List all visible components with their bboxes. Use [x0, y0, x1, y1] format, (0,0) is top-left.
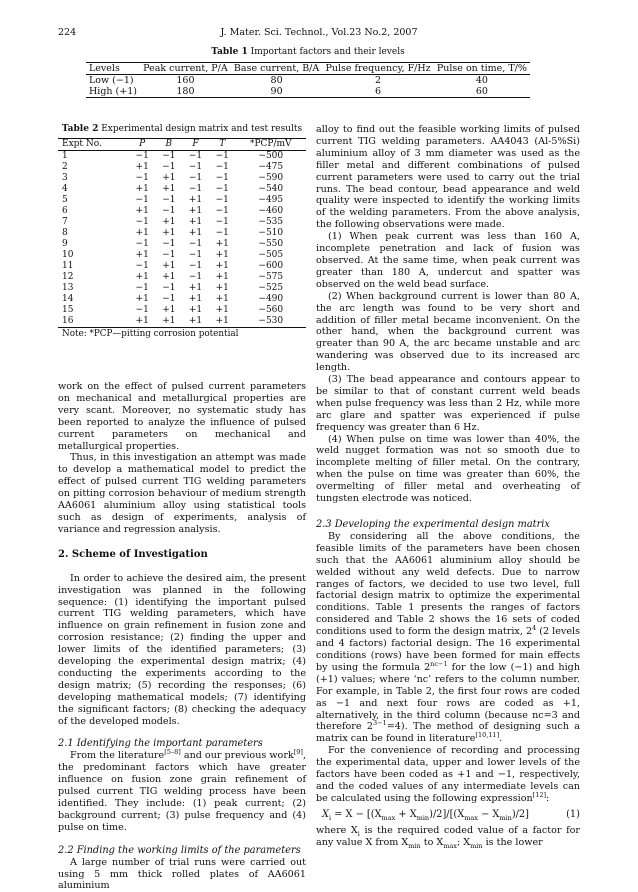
text-run: to X — [420, 836, 444, 848]
table-row — [58, 195, 306, 206]
eq-text: + X — [395, 808, 417, 820]
eq-subscript: min — [416, 813, 430, 822]
table-cell: +1 — [156, 316, 183, 328]
table-cell: −1 — [215, 151, 229, 161]
table-cell: −560 — [258, 305, 284, 315]
table-cell: −1 — [162, 294, 176, 304]
table-cell: −1 — [215, 173, 229, 183]
right-paragraph-8 — [316, 825, 580, 849]
table1-caption-label: Table 1 — [211, 47, 248, 57]
table-cell: −1 — [188, 261, 203, 271]
table2-caption-text: Experimental design matrix and test results — [101, 124, 303, 134]
table-cell: −525 — [258, 283, 284, 293]
table2-column-header: *PCP/mV — [236, 139, 306, 151]
table-cell: +1 — [135, 294, 149, 304]
eq-text: = X − [(X — [331, 808, 382, 820]
eq-subscript: i — [328, 813, 332, 822]
table-cell: +1 — [188, 228, 203, 238]
left-column — [58, 381, 306, 892]
table-cell: −1 — [188, 173, 203, 183]
table-row — [58, 173, 306, 184]
table-row — [58, 151, 306, 163]
table-row — [58, 250, 306, 261]
table-cell: −535 — [258, 217, 284, 227]
table-cell: 10 — [62, 250, 74, 260]
table-cell: +1 — [162, 305, 176, 315]
table-cell: −1 — [188, 250, 203, 260]
table-cell: 60 — [434, 86, 530, 98]
table-row — [58, 305, 306, 316]
table-cell: −1 — [135, 195, 149, 205]
subsection-heading-2-3: 2.3 Developing the experimental design matrix — [316, 519, 550, 530]
table-row — [58, 294, 306, 305]
table-cell: −1 — [135, 239, 149, 249]
table-cell: −500 — [258, 151, 284, 161]
table-cell: 80 — [270, 75, 283, 86]
right-paragraph-1: alloy to find out the feasible working limits of pulsed current TIG welding parameters. AA4043 (Al-5%Si) aluminium alloy of 3 mm diameter was used as the filler metal and different combinations of pulsed current parameters were used to carry out the trial runs. The bead contour, bead appearance and weld quality were inspected to identify the working limits of the welding parameters. From the above analysis, the following observations were made. — [316, 124, 580, 231]
eq-subscript: min — [499, 813, 512, 822]
table-cell: +1 — [209, 316, 236, 328]
table-cell: +1 — [135, 206, 149, 216]
table-cell: −1 — [188, 151, 203, 161]
subsection-heading-2-1: 2.1 Identifying the important parameters — [58, 738, 263, 750]
table2-block — [58, 124, 306, 339]
right-paragraph-6 — [316, 531, 580, 745]
table-cell: 11 — [62, 261, 74, 271]
table2-caption-label: Table 2 — [61, 124, 99, 134]
table-cell: 16 — [58, 316, 129, 328]
table-cell: −460 — [258, 206, 284, 216]
table-cell: +1 — [162, 173, 176, 183]
table-cell: −575 — [258, 272, 284, 282]
table-cell: 3 — [62, 173, 68, 183]
eq-text: )/2]/[(X — [429, 808, 465, 820]
table-cell: +1 — [188, 206, 203, 216]
table-cell: −1 — [188, 239, 203, 249]
page-number: 224 — [58, 27, 77, 38]
text-run: . — [499, 733, 503, 745]
table-row — [58, 228, 306, 239]
table-row — [58, 184, 306, 195]
table-cell: −475 — [258, 162, 284, 172]
right-paragraph-4: (3) The bead appearance and contours appear to be similar to that of constant current weld beads when pulse frequency was less than 2 Hz, while more arc glare and spatter was experienced if pulse frequency was greater than 6 Hz. — [316, 374, 580, 433]
table-cell: −550 — [258, 239, 284, 249]
table-row — [86, 75, 530, 87]
citation-ref: [5–8] — [164, 748, 181, 757]
table-cell: +1 — [215, 250, 229, 260]
subscript: min — [408, 841, 421, 850]
citation-ref: [12] — [532, 790, 546, 799]
eq-symbol: X — [322, 808, 329, 820]
running-header — [58, 27, 580, 41]
table-cell: +1 — [188, 195, 203, 205]
right-column — [316, 124, 580, 848]
table-cell: −1 — [135, 261, 149, 271]
text-run: By considering all the above conditions, the feasible limits of the parameters have been chosen such that the AA6061 aluminium alloy should be welded without any weld defects. Due to narrow ranges of factors, we decided to use two level, full factorial design matrix to optimize the experimental conditions. Table 1 presents the ranges of factors considered and Table 2 shows the 16 sets of coded conditions used to form the design matrix, 2 — [316, 530, 580, 638]
table-cell: 160 — [176, 75, 195, 86]
table-cell: +1 — [182, 316, 209, 328]
table-cell: −1 — [188, 162, 203, 172]
table-cell: 6 — [322, 86, 433, 98]
table1-caption-text: Important factors and their levels — [250, 47, 405, 57]
right-paragraph-5: (4) When pulse on time was lower than 40%, the weld nugget formation was not so smooth due to incomplete melting of filler metal. On the contrary, when the pulse on time was greater than 60%, the overmelting of filler metal and overheating of tungsten electrode was noticed. — [316, 433, 580, 505]
subscript: max — [443, 841, 457, 850]
left-paragraph-3: In order to achieve the desired aim, the present investigation was planned in the following sequence: (1) identifying the important pulsed current TIG welding parameters, which have influence on grain refinement in fusion zone and corrosion resistance; (2) finding the upper and lower limits of the identified parameters; (3) developing the experimental design matrix; (4) conducting the experiments according to the design matrix; (5) recording the responses; (6) developing mathematical models; (7) identifying the significant factors; (8) checking the adequacy of the developed models. — [58, 572, 306, 727]
table-cell: +1 — [135, 228, 149, 238]
table-cell: 4 — [62, 184, 68, 194]
citation-ref: [10,11] — [475, 731, 500, 740]
table-row — [86, 86, 530, 98]
left-paragraph-1: work on the effect of pulsed current parameters on mechanical and metallurgical properties are very scant. Moreover, no systematic study has been reported to analyze the influence of pulsed current parameters on mechanical and metallurgical properties. — [58, 381, 306, 452]
table-cell: 1 — [62, 151, 68, 161]
journal-citation: J. Mater. Sci. Technol., Vol.23 No.2, 2007 — [220, 27, 418, 38]
subscript: i — [357, 829, 360, 838]
text-run: (2 levels and 4 factors) factorial design. The 16 experimental conditions (rows) have been formed for main effects by using the formula 2 — [316, 626, 581, 673]
table2-column-header: P — [129, 139, 156, 151]
table-cell: −540 — [258, 184, 284, 194]
table-cell: −1 — [215, 228, 229, 238]
table-cell: +1 — [135, 184, 149, 194]
table-cell: 9 — [62, 239, 68, 249]
table1-column-header: Pulse on time, T/% — [434, 63, 530, 75]
section-heading-2: 2. Scheme of Investigation — [58, 548, 208, 560]
table-cell: −1 — [135, 151, 149, 161]
table-cell: +1 — [129, 316, 156, 328]
table-row — [58, 239, 306, 250]
table-cell: −495 — [258, 195, 284, 205]
text-run: for the low (−1) and high (+1) values; where ‘nc’ refers to the column number. For example, in Table 2, the first four rows are coded as −1 and next four rows are coded as +1, alternatively, in the third column (because nc=3 and therefore 2 — [316, 661, 580, 733]
table-cell: 2 — [62, 162, 68, 172]
table2-column-header: F — [182, 139, 209, 151]
table-cell: −1 — [162, 151, 176, 161]
table-cell: 7 — [62, 217, 68, 227]
citation-ref: [9] — [293, 748, 303, 757]
table-cell: +1 — [135, 162, 149, 172]
table-cell: −530 — [236, 316, 306, 328]
table-cell: −1 — [188, 184, 203, 194]
text-run: For the convenience of recording and processing the experimental data, upper and lower levels of the factors have been coded as +1 and −1, respectively, and the coded values of any intermediate levels can be calculated using the following expression — [316, 745, 580, 804]
subscript: min — [470, 841, 483, 850]
table-cell: +1 — [215, 239, 229, 249]
text-run: From the literature — [70, 750, 165, 762]
table-cell: −1 — [135, 283, 149, 293]
text-run: , the predominant factors which have greater influence on fusion zone grain refinement of pulsed current TIG welding process have been identified. They include: (1) peak current; (2) background current; (3) pulse frequency and (4) pulse on time. — [58, 750, 307, 833]
superscript: 4 — [532, 623, 537, 632]
table2 — [58, 138, 306, 328]
table-cell: −1 — [162, 239, 176, 249]
table-cell: 40 — [475, 75, 488, 86]
table1-column-header: Peak current, P/A — [140, 63, 231, 75]
text-run: where X — [316, 824, 358, 836]
text-run: =4). The method of designing such a matrix can be found in literature — [316, 721, 580, 745]
left-paragraph-5: A large number of trial runs were carried out using 5 mm thick rolled plates of AA6061 aluminium — [58, 856, 306, 892]
eq-subscript: max — [381, 813, 396, 822]
table1-caption — [86, 47, 530, 57]
table-cell: +1 — [162, 272, 176, 282]
left-paragraph-2: Thus, in this investigation an attempt was made to develop a mathematical model to predict the effect of pulsed current TIG welding parameters on pitting corrosion behaviour of medium strength AA6061 aluminium alloy using statistical tools such as design of experiments, analysis of variance and regression analysis. — [58, 452, 306, 535]
table-row — [58, 283, 306, 294]
eq-text: )/2] — [511, 808, 529, 820]
right-paragraph-2: (1) When peak current was less than 160 A, incomplete penetration and lack of fusion was observed. At the same time, when peak current was greater than 180 A, undercut and spatter was observed on the weld bead surface. — [316, 231, 580, 290]
text-run: is the lower — [482, 836, 543, 848]
superscript: 3−1 — [373, 719, 387, 728]
table-cell: −1 — [162, 162, 176, 172]
table-cell: High (+1) — [86, 86, 140, 98]
table-row — [58, 206, 306, 217]
table-cell: 8 — [62, 228, 68, 238]
subsection-heading-2-2: 2.2 Finding the working limits of the parameters — [58, 844, 301, 856]
equation-1 — [316, 809, 580, 821]
table-cell: +1 — [215, 272, 229, 282]
table-cell: +1 — [162, 228, 176, 238]
table-cell: +1 — [135, 250, 149, 260]
table-row — [58, 217, 306, 228]
table1-column-header: Levels — [86, 63, 140, 75]
text-run: : — [546, 792, 550, 804]
table-row — [58, 162, 306, 173]
table-cell: 12 — [62, 272, 74, 282]
table-cell: −590 — [258, 173, 284, 183]
text-run: ; X — [456, 836, 471, 848]
table-cell: −1 — [162, 250, 176, 260]
table-cell: −1 — [215, 206, 229, 216]
table2-caption — [58, 124, 306, 134]
equation-number: (1) — [566, 808, 580, 820]
table-cell: +1 — [162, 217, 176, 227]
table-cell: −1 — [135, 173, 149, 183]
table-cell: −1 — [215, 217, 229, 227]
table-cell: 2 — [375, 75, 382, 86]
table-cell: +1 — [215, 305, 229, 315]
table-cell: 90 — [231, 86, 323, 98]
table-cell: 14 — [62, 294, 74, 304]
left-paragraph-4 — [58, 750, 306, 833]
table2-column-header: Expt No. — [58, 139, 129, 151]
table-cell: +1 — [188, 283, 203, 293]
table-row — [58, 261, 306, 272]
table-cell: −1 — [215, 195, 229, 205]
table-cell: −600 — [258, 261, 284, 271]
table-cell: 180 — [140, 86, 231, 98]
text-run: and our previous work — [180, 750, 294, 762]
table1-column-header: Pulse frequency, F/Hz — [322, 63, 433, 75]
eq-subscript: max — [464, 813, 478, 822]
table1-column-header: Base current, B/A — [231, 63, 323, 75]
table-cell: 15 — [62, 305, 74, 315]
table-cell: −1 — [188, 272, 203, 282]
table-row — [58, 272, 306, 283]
table-cell: +1 — [215, 261, 229, 271]
table-cell: −510 — [258, 228, 284, 238]
table-cell: 13 — [62, 283, 74, 293]
table-cell: +1 — [188, 294, 203, 304]
superscript: nc−1 — [430, 659, 448, 668]
table2-column-header: B — [156, 139, 183, 151]
table-cell: −1 — [215, 162, 229, 172]
right-paragraph-7 — [316, 745, 580, 805]
table-cell: −1 — [135, 217, 149, 227]
table-cell: −1 — [215, 184, 229, 194]
table-cell: −1 — [135, 305, 149, 315]
table-cell: −1 — [162, 195, 176, 205]
table-cell: −1 — [162, 283, 176, 293]
table-row — [58, 316, 306, 328]
table-cell: +1 — [162, 261, 176, 271]
eq-text: − X — [477, 808, 500, 820]
table2-note: Note: *PCP—pitting corrosion potential — [62, 329, 239, 339]
table-cell: +1 — [215, 294, 229, 304]
table-cell: 6 — [62, 206, 68, 216]
table2-column-header: T — [209, 139, 236, 151]
table-cell: −1 — [162, 206, 176, 216]
text-run: is the required coded value of a factor for any value X from X — [316, 824, 580, 848]
table-cell: +1 — [215, 283, 229, 293]
table1 — [86, 62, 530, 98]
table-cell: Low (−1) — [89, 75, 134, 86]
table-cell: −490 — [258, 294, 284, 304]
table-cell: +1 — [162, 184, 176, 194]
table-cell: +1 — [188, 305, 203, 315]
table-cell: 5 — [62, 195, 68, 205]
table-cell: +1 — [188, 217, 203, 227]
table-cell: +1 — [135, 272, 149, 282]
table-cell: −505 — [258, 250, 284, 260]
right-paragraph-3: (2) When background current is lower than 80 A, the arc length was found to be very short and addition of filler metal became inconvenient. On the other hand, when the background current was greater than 90 A, the arc became unstable and arc wandering was observed due to its increased arc length. — [316, 290, 580, 374]
